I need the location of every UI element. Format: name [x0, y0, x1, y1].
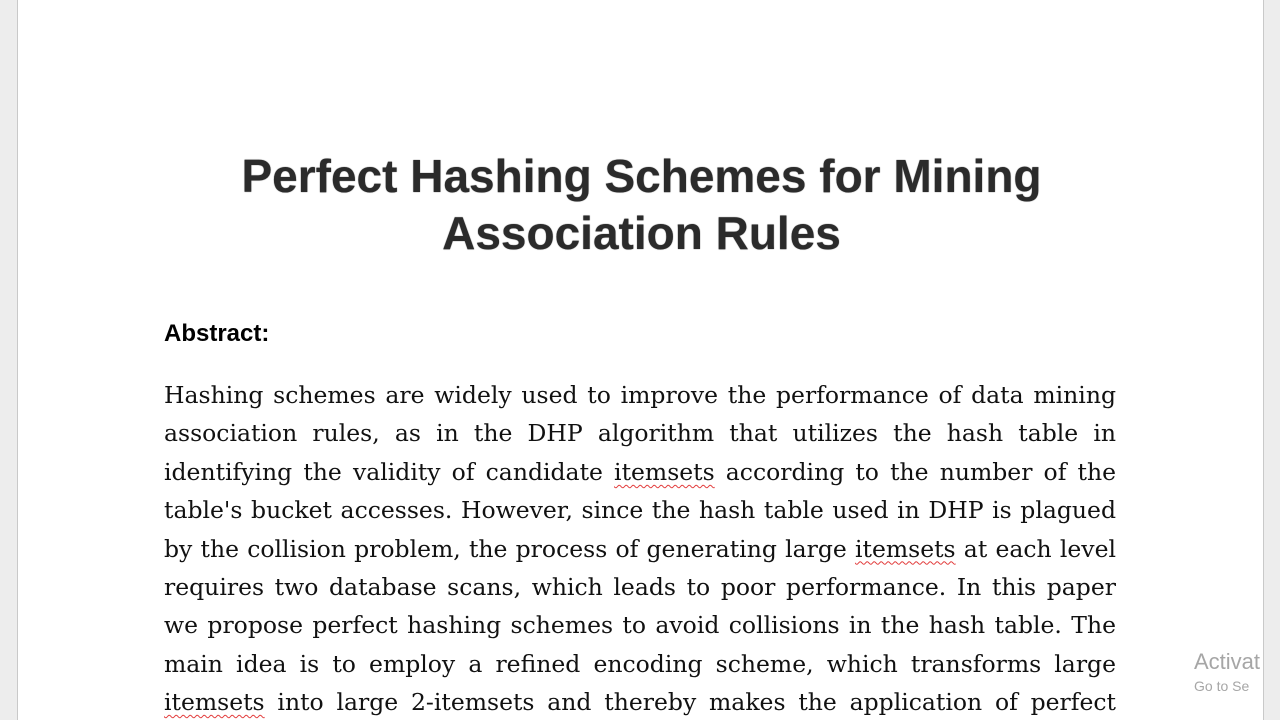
misspelled-word: itemsets [614, 457, 715, 486]
abstract-line [164, 645, 1116, 683]
title-line: Association Rules [442, 207, 841, 259]
abstract-paragraph [164, 376, 1116, 720]
abstract-text: by the collision problem, the process of generating large [164, 534, 855, 563]
abstract-heading: Abstract: [164, 320, 270, 347]
watermark-subtitle: Go to Se [1194, 678, 1250, 694]
activation-watermark [1194, 648, 1260, 696]
abstract-text: identifying the validity of candidate [164, 457, 615, 486]
abstract-text: table's bucket accesses. However, since the hash table used in DHP is plagued [164, 496, 1116, 525]
abstract-line [164, 606, 1116, 644]
watermark-title: Activat [1194, 649, 1261, 674]
abstract-text: Hashing schemes are widely used to improve the performance of data mining [164, 381, 1116, 409]
abstract-line [164, 568, 1116, 606]
abstract-line [164, 491, 1116, 529]
abstract-text: at each level [955, 534, 1116, 563]
abstract-line [164, 414, 1116, 452]
misspelled-word: itemsets [164, 688, 265, 717]
title-line: Perfect Hashing Schemes for Mining [241, 150, 1042, 202]
abstract-text: requires two database scans, which leads to poor performance. In this paper [164, 572, 1116, 601]
abstract-line [164, 683, 1116, 720]
abstract-line [164, 376, 1116, 414]
abstract-text: according to the number of the [714, 457, 1117, 486]
document-page[interactable] [17, 0, 1264, 720]
abstract-line [164, 530, 1116, 568]
misspelled-word: itemsets [854, 534, 956, 563]
abstract-text: main idea is to employ a refined encoding scheme, which transforms large [164, 649, 1116, 678]
abstract-line [164, 453, 1116, 491]
document-title [18, 148, 1265, 262]
abstract-text: into large 2-itemsets and thereby makes the application of perfect [264, 688, 1116, 717]
abstract-text: association rules, as in the DHP algorithm that utilizes the hash table in [164, 419, 1116, 448]
abstract-text: we propose perfect hashing schemes to avoid collisions in the hash table. The [164, 611, 1116, 640]
